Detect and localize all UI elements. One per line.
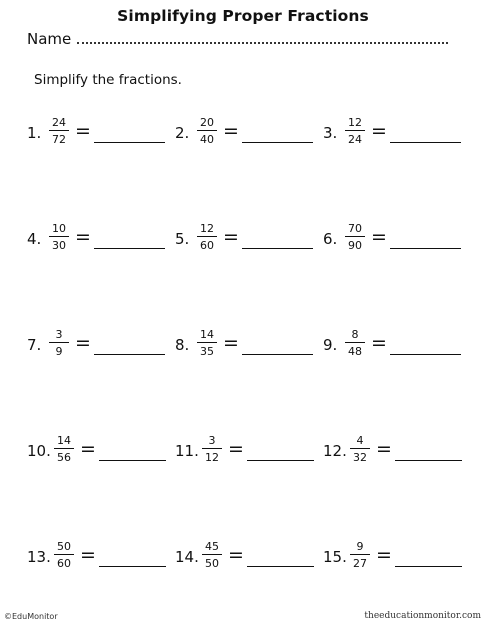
problem-item [27,540,167,580]
fraction-denominator: 90 [348,239,362,252]
answer-blank[interactable] [94,142,165,143]
answer-blank[interactable] [390,142,461,143]
problem-number: 5. [175,230,190,248]
equals-sign: = [80,438,96,460]
worksheet-title: Simplifying Proper Fractions [117,7,369,25]
fraction-bar [49,342,69,343]
problem-item [27,328,167,368]
fraction [49,222,69,252]
problem-number: 2. [175,124,190,142]
problem-number: 1. [27,124,42,142]
fraction-denominator: 40 [200,133,214,146]
problem-number: 15. [323,548,347,566]
fraction-denominator: 12 [205,451,219,464]
fraction-denominator: 27 [353,557,367,570]
answer-blank[interactable] [395,460,462,461]
problem-item [175,328,315,368]
problem-item [27,116,167,156]
problem-number: 12. [323,442,347,460]
fraction [197,222,217,252]
fraction [350,434,370,464]
problem-item [175,540,315,580]
fraction-numerator: 50 [57,540,71,553]
answer-blank[interactable] [247,566,314,567]
problem-item [27,222,167,262]
fraction-denominator: 9 [55,345,63,358]
fraction-numerator: 45 [205,540,219,553]
answer-blank[interactable] [390,248,461,249]
fraction-numerator: 20 [200,116,214,129]
fraction [49,328,69,358]
problem-number: 4. [27,230,42,248]
equals-sign: = [75,226,91,248]
fraction-denominator: 32 [353,451,367,464]
answer-blank[interactable] [99,566,166,567]
answer-blank[interactable] [242,248,313,249]
fraction-bar [49,130,69,131]
fraction-numerator: 4 [356,434,364,447]
fraction-numerator: 10 [52,222,66,235]
footer-copyright: ©EduMonitor [4,612,58,621]
fraction [197,116,217,146]
fraction-denominator: 35 [200,345,214,358]
problem-item [323,328,463,368]
fraction-bar [202,554,222,555]
problem-number: 7. [27,336,42,354]
equals-sign: = [223,120,239,142]
equals-sign: = [376,438,392,460]
answer-blank[interactable] [390,354,461,355]
answer-blank[interactable] [94,354,165,355]
problem-item [323,222,463,262]
fraction-denominator: 50 [205,557,219,570]
footer-website: theeducationmonitor.com [364,611,481,621]
fraction [197,328,217,358]
fraction-numerator: 12 [200,222,214,235]
fraction-denominator: 48 [348,345,362,358]
answer-blank[interactable] [242,142,313,143]
problem-number: 8. [175,336,190,354]
fraction-denominator: 24 [348,133,362,146]
fraction-numerator: 3 [208,434,216,447]
answer-blank[interactable] [99,460,166,461]
problem-number: 14. [175,548,199,566]
fraction-numerator: 9 [356,540,364,553]
problem-number: 10. [27,442,51,460]
equals-sign: = [223,226,239,248]
fraction-numerator: 8 [351,328,359,341]
fraction-bar [197,130,217,131]
fraction-denominator: 60 [57,557,71,570]
fraction [54,540,74,570]
fraction-numerator: 14 [200,328,214,341]
fraction-numerator: 70 [348,222,362,235]
fraction [345,116,365,146]
equals-sign: = [376,544,392,566]
fraction-bar [345,236,365,237]
fraction-numerator: 24 [52,116,66,129]
fraction-denominator: 60 [200,239,214,252]
answer-blank[interactable] [395,566,462,567]
fraction-bar [350,554,370,555]
fraction [54,434,74,464]
equals-sign: = [75,120,91,142]
answer-blank[interactable] [242,354,313,355]
equals-sign: = [228,544,244,566]
fraction-denominator: 72 [52,133,66,146]
problem-item [27,434,167,474]
problem-item [323,116,463,156]
fraction-bar [197,342,217,343]
fraction-bar [54,448,74,449]
fraction [202,434,222,464]
fraction [350,540,370,570]
problem-number: 9. [323,336,338,354]
fraction-denominator: 30 [52,239,66,252]
fraction [345,222,365,252]
fraction-numerator: 14 [57,434,71,447]
fraction-numerator: 3 [55,328,63,341]
fraction [202,540,222,570]
fraction-bar [202,448,222,449]
name-field[interactable] [77,42,448,44]
problem-item [175,222,315,262]
fraction-bar [345,130,365,131]
name-label: Name [27,30,72,48]
problem-item [323,540,463,580]
problem-number: 13. [27,548,51,566]
fraction [49,116,69,146]
equals-sign: = [371,226,387,248]
answer-blank[interactable] [247,460,314,461]
equals-sign: = [228,438,244,460]
problem-number: 11. [175,442,199,460]
equals-sign: = [371,332,387,354]
equals-sign: = [75,332,91,354]
fraction [345,328,365,358]
fraction-bar [345,342,365,343]
fraction-numerator: 12 [348,116,362,129]
fraction-bar [350,448,370,449]
equals-sign: = [371,120,387,142]
problem-item [323,434,463,474]
instructions: Simplify the fractions. [34,72,182,88]
fraction-denominator: 56 [57,451,71,464]
fraction-bar [49,236,69,237]
problem-item [175,116,315,156]
problem-number: 6. [323,230,338,248]
fraction-bar [54,554,74,555]
fraction-bar [197,236,217,237]
problem-number: 3. [323,124,338,142]
problem-item [175,434,315,474]
equals-sign: = [223,332,239,354]
answer-blank[interactable] [94,248,165,249]
equals-sign: = [80,544,96,566]
